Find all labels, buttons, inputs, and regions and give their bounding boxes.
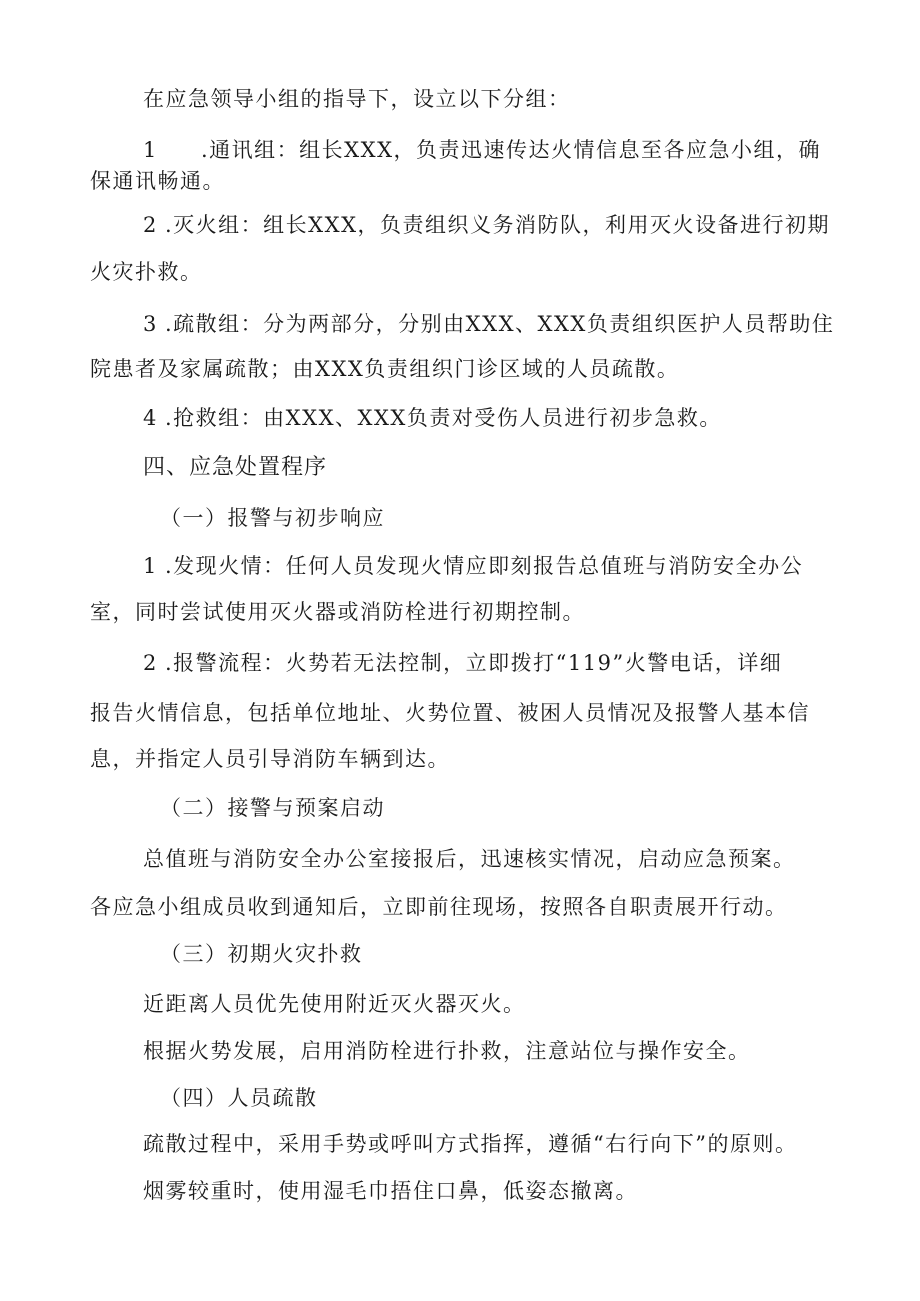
- firefighting-paragraph-2: 根据火势发展，启用消防栓进行扑救，注意站位与操作安全。: [143, 1039, 751, 1063]
- report-item-1-line-2: 室，同时尝试使用灭火器或消防栓进行初期控制。: [90, 600, 585, 624]
- item-text: .报警流程：火势若无法控制，立即拨打“119”火警电话，详细: [165, 651, 783, 675]
- group-evacuation-line-1: [143, 311, 834, 337]
- group-number: 2: [143, 213, 158, 237]
- activation-paragraph-line-1: 总值班与消防安全办公室接报后，迅速核实情况，启动应急预案。: [143, 847, 796, 871]
- evacuation-paragraph-2: 烟雾较重时，使用湿毛巾捂住口鼻，低姿态撤离。: [143, 1179, 638, 1203]
- intro-paragraph: 在应急领导小组的指导下，设立以下分组：: [143, 87, 571, 111]
- group-communication-line-2: 保通讯畅通。: [90, 169, 225, 193]
- group-rescue-line: [143, 405, 722, 431]
- subsection-title-firefighting: （三）初期火灾扑救: [160, 942, 363, 966]
- section-heading-emergency-procedure: 四、应急处置程序: [143, 455, 328, 480]
- subsection-title-evacuation: （四）人员疏散: [160, 1086, 318, 1110]
- item-text: .发现火情：任何人员发现火情应即刻报告总值班与消防安全办公: [165, 554, 804, 578]
- group-firefighting-line-1: [143, 212, 830, 238]
- item-number: 1: [143, 554, 158, 578]
- group-firefighting-line-2: 火灾扑救。: [90, 260, 203, 284]
- report-item-2-line-2: 报告火情信息，包括单位地址、火势位置、被困人员情况及报警人基本信: [90, 701, 810, 725]
- group-number: 1: [143, 138, 158, 162]
- group-text: .通讯组：组长XXX，负责迅速传达火情信息至各应急小组，确: [201, 138, 822, 162]
- group-text: .灭火组：组长XXX，负责组织义务消防队，利用灭火设备进行初期: [165, 213, 831, 237]
- report-item-2-line-1: [143, 650, 782, 676]
- group-number: 3: [143, 312, 158, 336]
- group-communication-line-1: [143, 137, 821, 163]
- activation-paragraph-line-2: 各应急小组成员收到通知后，立即前往现场，按照各自职责展开行动。: [90, 895, 788, 919]
- subsection-title-report: （一）报警与初步响应: [160, 506, 385, 530]
- group-text: .疏散组：分为两部分，分别由XXX、XXX负责组织医护人员帮助住: [165, 312, 835, 336]
- firefighting-paragraph-1: 近距离人员优先使用附近灭火器灭火。: [143, 992, 526, 1016]
- subsection-title-activation: （二）接警与预案启动: [160, 796, 385, 820]
- report-item-1-line-1: [143, 553, 803, 579]
- report-item-2-line-3: 息，并指定人员引导消防车辆到达。: [90, 747, 450, 771]
- group-evacuation-line-2: 院患者及家属疏散；由XXX负责组织门诊区域的人员疏散。: [90, 357, 680, 381]
- evacuation-paragraph-1: 疏散过程中，采用手势或呼叫方式指挥，遵循“右行向下”的原则。: [143, 1132, 798, 1156]
- item-number: 2: [143, 651, 158, 675]
- group-number: 4: [143, 406, 158, 430]
- group-text: .抢救组：由XXX、XXX负责对受伤人员进行初步急救。: [165, 406, 722, 430]
